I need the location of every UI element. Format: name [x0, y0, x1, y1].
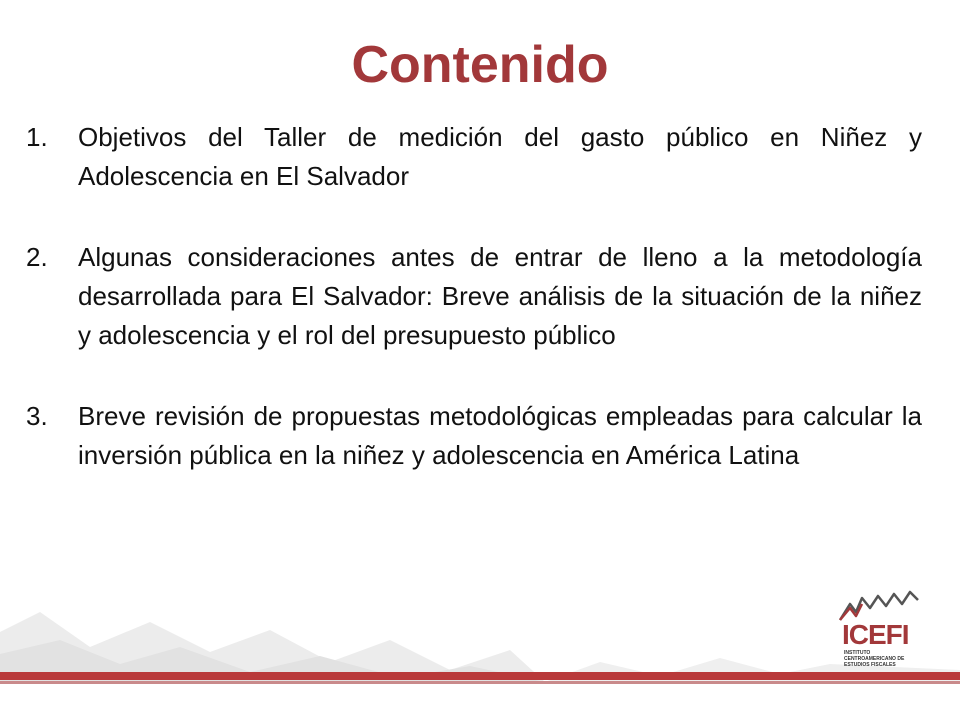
list-item-text: Breve revisión de propuestas metodológicas empleadas para calcular la inversión pública en la niñez y adolescencia en América Latina — [78, 401, 922, 470]
list-item — [26, 397, 922, 475]
footer-bar-thin — [0, 681, 960, 684]
logo-name: ICEFI — [842, 619, 909, 650]
background-mountains-decoration — [0, 592, 960, 682]
list-item-text: Algunas consideraciones antes de entrar de lleno a la metodología desarrollada para El Salvador: Breve análisis de la situación de la niñez y adolescencia y el rol del presupuesto público — [78, 242, 922, 350]
content-list — [26, 118, 922, 517]
list-item-text: Objetivos del Taller de medición del gasto público en Niñez y Adolescencia en El Salvador — [78, 122, 922, 191]
list-item-number: 3. — [26, 401, 48, 431]
footer-bar — [0, 672, 960, 680]
slide-title: Contenido — [351, 36, 609, 94]
list-item — [26, 238, 922, 355]
logo-subtitle: INSTITUTO CENTROAMERICANO DE ESTUDIOS FISCALES — [844, 650, 905, 668]
icefi-logo — [838, 590, 920, 670]
logo-mountain-icon — [838, 590, 920, 622]
list-item-number: 1. — [26, 122, 48, 152]
list-item — [26, 118, 922, 196]
list-item-number: 2. — [26, 242, 48, 272]
